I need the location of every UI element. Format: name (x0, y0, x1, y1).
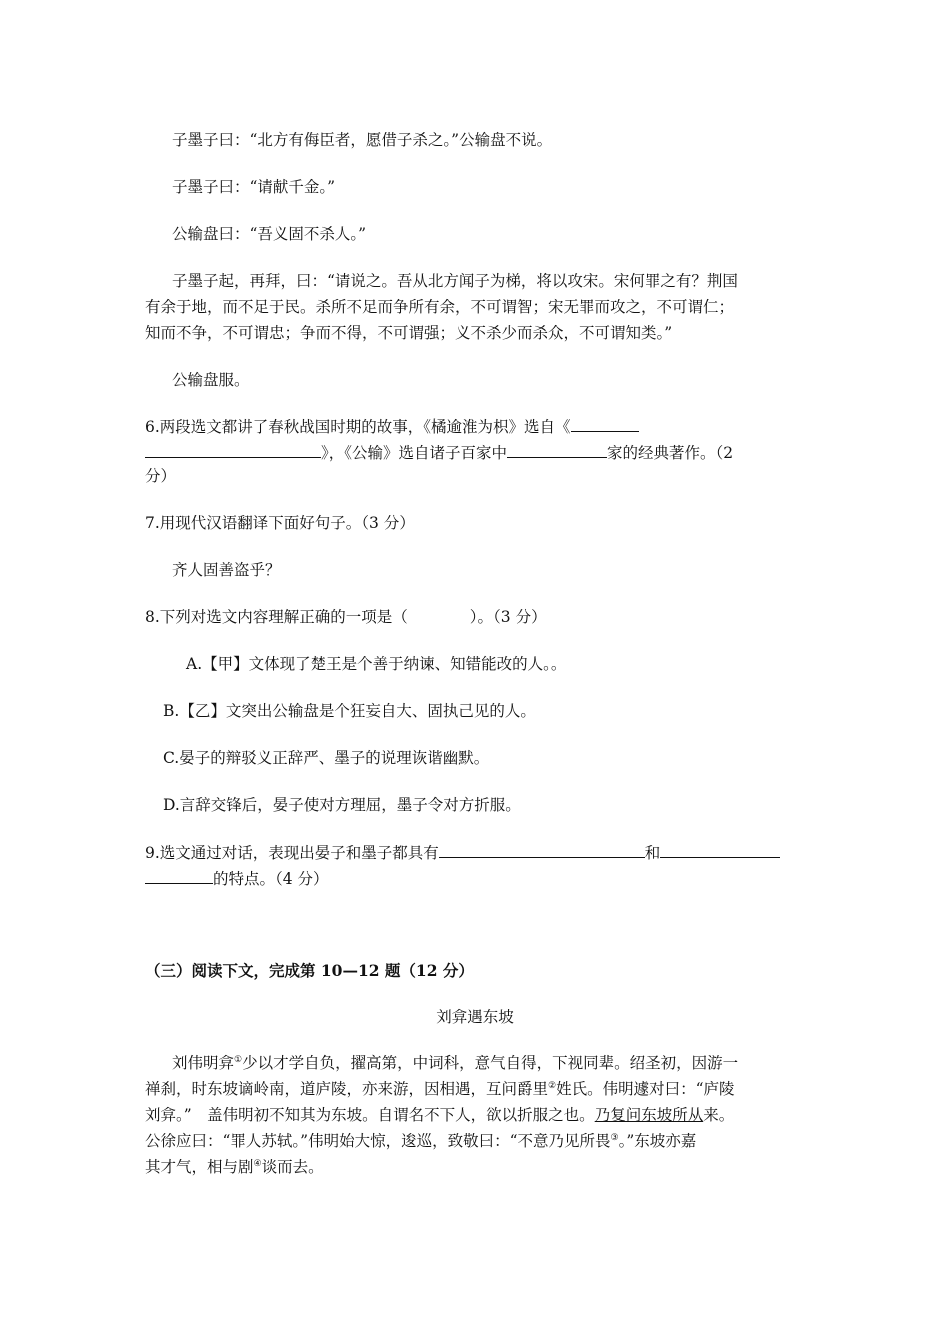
question-8-stem: 8.下列对选文内容理解正确的一项是（ ）。（3 分） (145, 608, 547, 626)
option-c: C.晏子的辩驳义正辞严、墨子的说理诙谐幽默。 (163, 749, 490, 767)
footnote-marker: ③ (610, 1132, 619, 1143)
passage-line-2: 禅刹，时东坡谪岭南，道庐陵，亦来游，因相遇，互问爵里②姓氏。伟明遽对曰：“庐陵 (145, 1080, 735, 1098)
passage-line-3: 刘弇。” 盖伟明初不知其为东坡。自谓名不下人，欲以折服之也。乃复问东坡所从来。 (145, 1106, 735, 1124)
paragraph-4-line-2: 有余于地，而不足于民。杀所不足而争所有余，不可谓智；宋无罪而攻之，不可谓仁； (145, 298, 735, 316)
passage-line-5: 其才气，相与剧④谈而去。 (145, 1158, 324, 1176)
underlined-sentence: 乃复问东坡所从 (594, 1106, 704, 1124)
answer-blank[interactable] (439, 840, 645, 858)
footnote-marker: ④ (253, 1158, 262, 1169)
option-d: D.言辞交锋后，晏子使对方理屈，墨子令对方折服。 (163, 796, 521, 814)
paragraph-3: 公输盘曰：“吾义固不杀人。” (172, 225, 367, 243)
question-6-line-2: 》，《公输》选自诸子百家中 家的经典著作。（2 (145, 440, 733, 465)
question-7-sentence: 齐人固善盗乎？ (172, 561, 281, 579)
answer-blank[interactable] (660, 840, 780, 858)
section-heading: （三）阅读下文，完成第 10—12 题（12 分） (145, 961, 474, 980)
footnote-marker: ① (234, 1054, 243, 1065)
paragraph-4-line-1: 子墨子起，再拜，曰：“请说之。吾从北方闻子为梯，将以攻宋。宋何罪之有？荆国 (172, 272, 738, 290)
paragraph-2: 子墨子曰：“请献千金。” (172, 178, 336, 196)
paragraph-1: 子墨子曰：“北方有侮臣者，愿借子杀之。”公输盘不说。 (172, 131, 553, 149)
paragraph-4-line-3: 知而不争，不可谓忠；争而不得，不可谓强；义不杀少而杀众，不可谓知类。” (145, 324, 673, 342)
footnote-marker: ② (548, 1080, 557, 1091)
question-9-line-1: 9.选文通过对话，表现出晏子和墨子都具有 和 (145, 840, 780, 865)
passage-line-4: 公徐应曰：“罪人苏轼。”伟明始大惊，逡巡，致敬曰：“不意乃见所畏③。”东坡亦嘉 (145, 1132, 697, 1150)
passage-line-1: 刘伟明弇①少以才学自负，擢高第，中词科，意气自得，下视同辈。绍圣初，因游一 (172, 1054, 739, 1072)
question-6-line-1: 6.两段选文都讲了春秋战国时期的故事，《橘逾淮为枳》选自《 (145, 414, 639, 439)
question-7-stem: 7.用现代汉语翻译下面好句子。（3 分） (145, 514, 415, 532)
option-b: B.【乙】文突出公输盘是个狂妄自大、固执己见的人。 (163, 702, 536, 720)
question-9-line-2: 的特点。（4 分） (145, 866, 329, 891)
answer-blank[interactable] (507, 440, 607, 458)
paragraph-5: 公输盘服。 (172, 371, 250, 389)
passage-title: 刘弇遇东坡 (436, 1008, 514, 1026)
answer-blank[interactable] (571, 414, 639, 432)
question-6-line-3: 分） (145, 467, 177, 485)
answer-blank[interactable] (145, 866, 213, 884)
answer-blank[interactable] (145, 440, 321, 458)
option-a: A.【甲】文体现了楚王是个善于纳谏、知错能改的人。。 (186, 655, 567, 673)
